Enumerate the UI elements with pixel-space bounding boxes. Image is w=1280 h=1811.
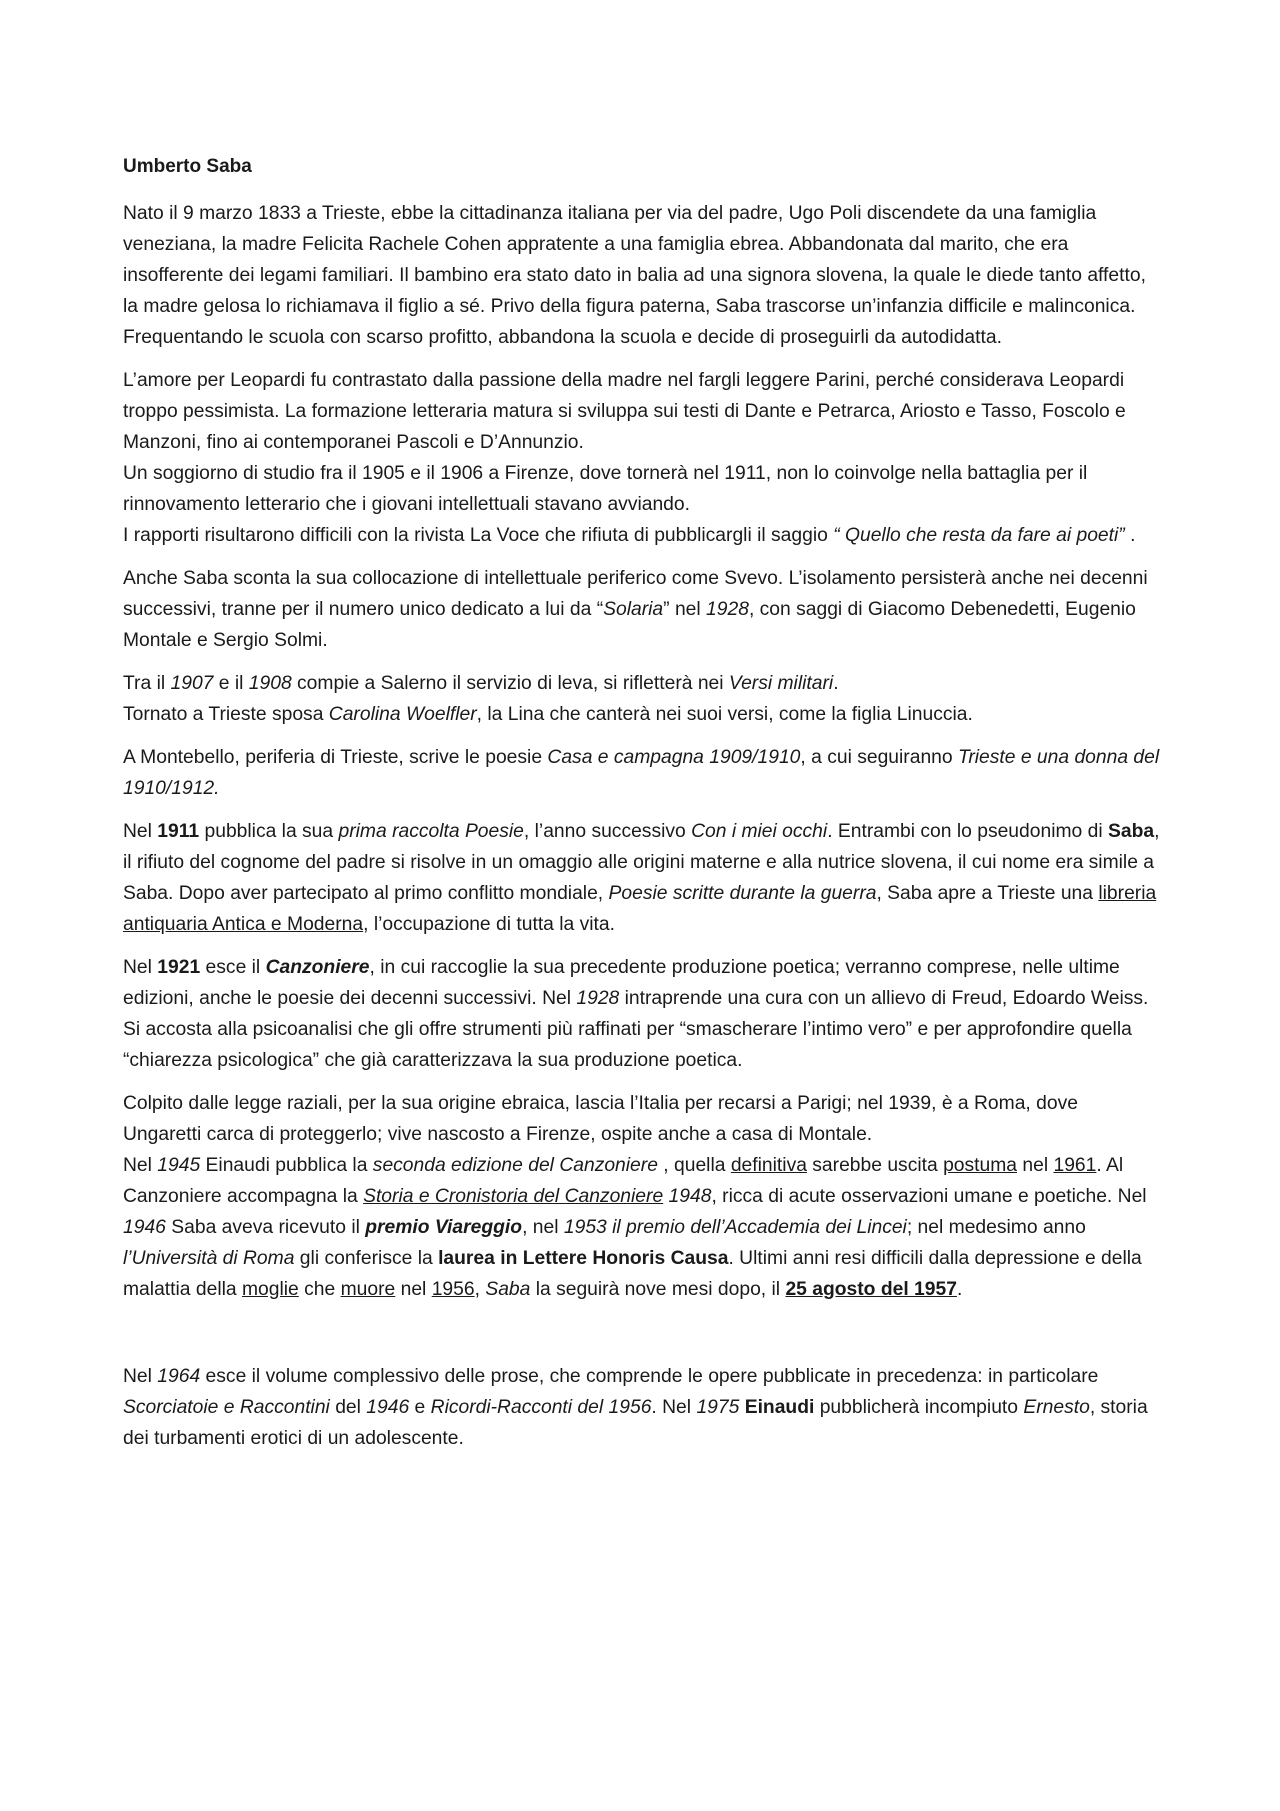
text-run: postuma bbox=[943, 1155, 1018, 1176]
text-run: , nel bbox=[522, 1217, 564, 1238]
text-run: . bbox=[956, 1279, 963, 1300]
text-run: Anche Saba sconta la sua collocazione di intellettuale periferico come Svevo. L’isolamento persisterà anche nei decenni successivi, tranne per il numero unico dedicato a lui da “ bbox=[123, 568, 1148, 620]
paragraph-later-years bbox=[123, 1150, 1160, 1305]
text-run: 1953 il premio dell’Accademia dei Lincei bbox=[563, 1217, 907, 1238]
text-run: prima raccolta Poesie bbox=[338, 821, 524, 842]
text-run: 1975 bbox=[696, 1397, 740, 1418]
text-run: Ricordi-Racconti del 1956 bbox=[430, 1397, 652, 1418]
paragraph-isolation bbox=[123, 563, 1160, 656]
text-run: nel bbox=[395, 1279, 432, 1300]
text-run: Einaudi pubblica la bbox=[200, 1155, 373, 1176]
paragraph-montebello bbox=[123, 742, 1160, 804]
text-run: , l’anno successivo bbox=[523, 821, 692, 842]
text-run: “ Quello che resta da fare ai poeti” bbox=[833, 525, 1131, 546]
text-run: L’amore per Leopardi fu contrastato dalla passione della madre nel fargli leggere Parini, perché considerava Leopardi troppo pessimista. La formazione letteraria matura si sviluppa sui testi di Dante e Petrarca, Ariosto e Tasso, Foscolo e Manzoni, fino ai contemporanei Pascoli e D’Annunzio. bbox=[123, 370, 1126, 453]
text-run: , Saba apre a Trieste una bbox=[876, 883, 1099, 904]
text-run: 1928 bbox=[706, 599, 749, 620]
text-run: Con i miei occhi bbox=[691, 821, 828, 842]
text-run: Nel bbox=[123, 957, 158, 978]
text-run: definitiva bbox=[730, 1155, 807, 1176]
text-run: Nel bbox=[123, 1366, 158, 1387]
text-run: Saba bbox=[485, 1279, 531, 1300]
paragraph-florence bbox=[123, 458, 1160, 520]
paragraph-prose bbox=[123, 1361, 1160, 1454]
text-run: Tornato a Trieste sposa bbox=[123, 704, 329, 725]
text-run: Nel bbox=[123, 1155, 158, 1176]
text-run: del bbox=[329, 1397, 367, 1418]
text-run: gli conferisce la bbox=[294, 1248, 439, 1269]
text-run: , a cui seguiranno bbox=[800, 747, 958, 768]
text-run: , bbox=[474, 1279, 486, 1300]
document-title: Umberto Saba bbox=[123, 156, 252, 177]
paragraph-marriage bbox=[123, 699, 1160, 730]
text-run: . bbox=[833, 673, 839, 694]
text-run: 1921 bbox=[157, 957, 201, 978]
text-run: sarebbe uscita bbox=[806, 1155, 944, 1176]
text-run: Carolina Woelfler bbox=[328, 704, 477, 725]
text-run: . bbox=[1130, 525, 1136, 546]
text-run: 1946 bbox=[123, 1217, 166, 1238]
paragraph-canzoniere bbox=[123, 952, 1160, 1076]
text-run: , con saggi di Giacomo Debenedetti, Eugenio Montale e Sergio Solmi. bbox=[123, 599, 1136, 651]
text-run: , il rifiuto del cognome del padre si risolve in un omaggio alle origini materne e alla nutrice slovena, il cui nome era simile a Saba. Dopo aver partecipato al primo conflitto mondiale, bbox=[123, 821, 1160, 904]
text-run: esce il volume complessivo delle prose, che comprende le opere pubblicate in precedenza: in particolare bbox=[200, 1366, 1099, 1387]
paragraph-military bbox=[123, 668, 1160, 699]
text-run: A Montebello, periferia di Trieste, scrive le poesie bbox=[123, 747, 548, 768]
text-run: premio Viareggio bbox=[365, 1217, 523, 1238]
text-run: . Nel bbox=[651, 1397, 697, 1418]
paragraph-first-collection bbox=[123, 816, 1160, 940]
text-run: pubblicherà incompiuto bbox=[814, 1397, 1024, 1418]
text-run: 1956 bbox=[431, 1279, 475, 1300]
text-run: Un soggiorno di studio fra il 1905 e il 1906 a Firenze, dove tornerà nel 1911, non lo coinvolge nella battaglia per il rinnovamento letterario che i giovani intellettuali stavano avviando. bbox=[123, 463, 1088, 515]
text-run: muore bbox=[340, 1279, 396, 1300]
text-run: Scorciatoie e Raccontini bbox=[123, 1397, 330, 1418]
text-run: Tra il bbox=[123, 673, 171, 694]
text-run: nel bbox=[1017, 1155, 1054, 1176]
text-run: . Entrambi con lo pseudonimo di bbox=[827, 821, 1108, 842]
text-run: , la Lina che canterà nei suoi versi, come la figlia Linuccia. bbox=[476, 704, 973, 725]
text-run: pubblica la sua bbox=[199, 821, 339, 842]
text-run: moglie bbox=[241, 1279, 299, 1300]
text-run: 1964 bbox=[157, 1366, 201, 1387]
text-run: laurea in Lettere Honoris Causa bbox=[438, 1248, 729, 1269]
text-run: 1961 bbox=[1053, 1155, 1097, 1176]
text-run: , ricca di acute osservazioni umane e poetiche. Nel bbox=[711, 1186, 1147, 1207]
text-run: Versi militari bbox=[728, 673, 834, 694]
text-run: Storia e Cronistoria del Canzoniere bbox=[363, 1186, 664, 1207]
paragraph-racial-laws bbox=[123, 1088, 1160, 1150]
text-run: ” nel bbox=[663, 599, 707, 620]
paragraph-leopardi bbox=[123, 365, 1160, 458]
text-run: Saba aveva ricevuto il bbox=[165, 1217, 366, 1238]
text-run: Nel bbox=[123, 821, 158, 842]
text-run: Casa e campagna 1909/1910 bbox=[547, 747, 801, 768]
text-run: 1907 bbox=[170, 673, 214, 694]
text-run: Solaria bbox=[603, 599, 664, 620]
text-run: I rapporti risultarono difficili con la rivista La Voce che rifiuta di pubblicargli il saggio bbox=[123, 525, 834, 546]
text-run: e il bbox=[213, 673, 249, 694]
text-run: Saba bbox=[1108, 821, 1155, 842]
text-run: . Al Canzoniere accompagna la bbox=[123, 1155, 1124, 1207]
text-run: 1948 bbox=[668, 1186, 712, 1207]
text-run: seconda edizione del Canzoniere bbox=[372, 1155, 658, 1176]
text-run: esce il bbox=[200, 957, 266, 978]
paragraph-la-voce bbox=[123, 520, 1160, 551]
text-run: libreria antiquaria Antica e Moderna bbox=[123, 883, 1157, 935]
text-run: ; nel medesimo anno bbox=[906, 1217, 1086, 1238]
text-run: , in cui raccoglie la sua precedente produzione poetica; verranno comprese, nelle ultime edizioni, anche le poesie dei decenni successivi. Nel bbox=[123, 957, 1120, 1009]
text-run: la seguirà nove mesi dopo, il bbox=[530, 1279, 786, 1300]
text-run: , quella bbox=[657, 1155, 731, 1176]
text-run: . Ultimi anni resi difficili dalla depressione e della malattia della bbox=[123, 1248, 1142, 1300]
text-run: l’Università di Roma bbox=[123, 1248, 295, 1269]
text-run: intraprende una cura con un allievo di Freud, Edoardo Weiss. Si accosta alla psicoanalisi che gli offre strumenti più raffinati per “smascherare l’intimo vero” e per approfondire quella “chiarezza psicologica” che già caratterizzava la sua produzione poetica. bbox=[123, 988, 1149, 1071]
text-run: Trieste e una donna del 1910/1912. bbox=[123, 747, 1160, 799]
text-run: 1946 bbox=[366, 1397, 410, 1418]
text-run: Canzoniere bbox=[265, 957, 370, 978]
text-run: 1928 bbox=[576, 988, 620, 1009]
text-run: che bbox=[298, 1279, 341, 1300]
text-run: Poesie scritte durante la guerra bbox=[608, 883, 877, 904]
text-run: Einaudi bbox=[744, 1397, 815, 1418]
text-run: 1945 bbox=[157, 1155, 201, 1176]
text-run: , storia dei turbamenti erotici di un adolescente. bbox=[123, 1397, 1148, 1449]
text-run: Colpito dalle legge raziali, per la sua origine ebraica, lascia l’Italia per recarsi a Parigi; nel 1939, è a Roma, dove Ungaretti carca di proteggerlo; vive nascosto a Firenze, ospite anche a casa di Montale. bbox=[123, 1093, 1078, 1145]
text-run: 25 agosto del 1957 bbox=[785, 1279, 957, 1300]
text-run: 1908 bbox=[248, 673, 292, 694]
text-run: , l’occupazione di tutta la vita. bbox=[363, 914, 615, 935]
text-run: e bbox=[409, 1397, 431, 1418]
text-run: Nato il 9 marzo 1833 a Trieste, ebbe la cittadinanza italiana per via del padre, Ugo Poli discendete da una famiglia veneziana, la madre Felicita Rachele Cohen appratente a una famiglia ebrea. Abbandonata dal marito, che era insofferente dei legami familiari. Il bambino era stato dato in balia ad una signora slovena, la quale le diede tanto affetto, la madre gelosa lo richiamava il figlio a sé. Privo della figura paterna, Saba trascorse un’infanzia difficile e malinconica. Frequentando le scuola con scarso profitto, abbandona la scuola e decide di proseguirli da autodidatta. bbox=[123, 203, 1146, 348]
text-run: 1911 bbox=[157, 821, 200, 842]
text-run: compie a Salerno il servizio di leva, si rifletterà nei bbox=[291, 673, 729, 694]
text-run: Ernesto bbox=[1023, 1397, 1090, 1418]
paragraph-birth bbox=[123, 198, 1160, 353]
